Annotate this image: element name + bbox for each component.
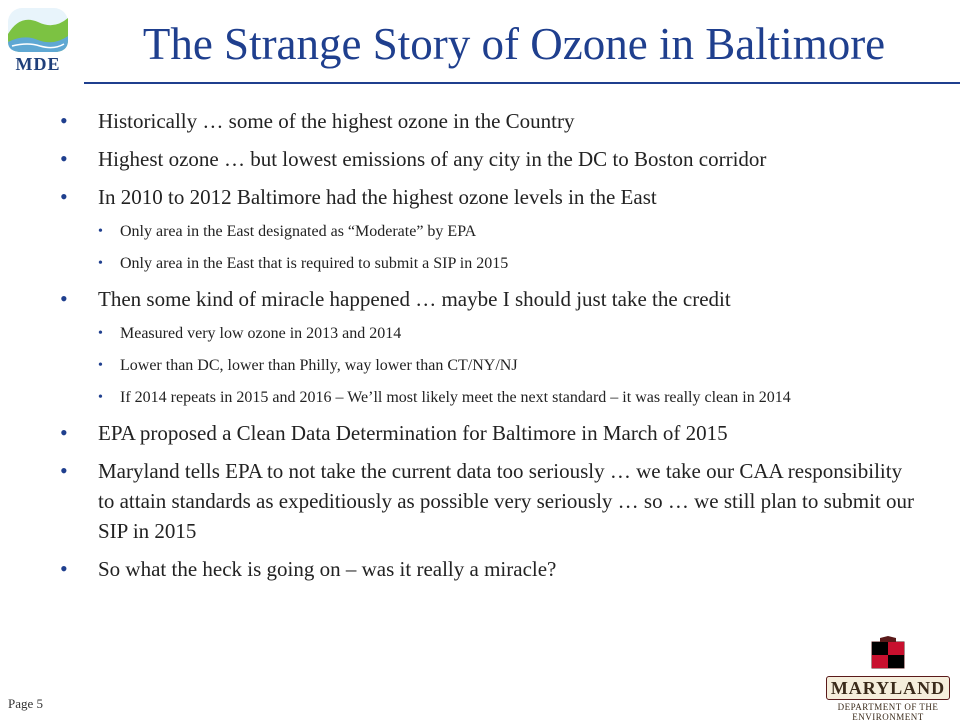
bullet-dot-icon: • [98, 326, 103, 341]
bullet-text: Only area in the East designated as “Moderate” by EPA [120, 223, 477, 240]
bullet-text: Historically … some of the highest ozone in the Country [98, 109, 575, 133]
bullet-text: In 2010 to 2012 Baltimore had the highest ozone levels in the East [98, 185, 657, 209]
bullet-item [60, 182, 920, 212]
sub-bullet-item [98, 252, 920, 276]
mde-logo [4, 4, 72, 76]
bullet-item [60, 554, 920, 584]
bullet-dot-icon: • [98, 358, 103, 373]
bullet-text: Only area in the East that is required to submit a SIP in 2015 [120, 255, 509, 272]
bullet-text: So what the heck is going on – was it really a miracle? [98, 557, 557, 581]
bullet-text: EPA proposed a Clean Data Determination for Baltimore in March of 2015 [98, 421, 728, 445]
bullet-dot-icon: • [60, 108, 68, 133]
bullet-dot-icon: • [60, 420, 68, 445]
bullet-text: Maryland tells EPA to not take the current data too seriously … we take our CAA responsibility to attain standards as expeditiously as possible very seriously … so … we still plan to submit our SIP in 2015 [98, 459, 914, 543]
sub-bullet-item [98, 220, 920, 244]
bullet-text: Measured very low ozone in 2013 and 2014 [120, 325, 402, 342]
maryland-wordmark: MARYLAND [826, 676, 950, 700]
bullet-dot-icon: • [60, 458, 68, 483]
maryland-department-label: DEPARTMENT OF THE ENVIRONMENT [837, 702, 939, 722]
title-divider [84, 82, 960, 84]
bullet-text: If 2014 repeats in 2015 and 2016 – We’ll most likely meet the next standard – it was really clean in 2014 [120, 389, 791, 406]
bullet-item [60, 456, 920, 546]
bullet-dot-icon: • [60, 146, 68, 171]
maryland-logo [826, 636, 950, 722]
sub-bullet-item [98, 354, 920, 378]
mde-logo-icon [4, 4, 72, 56]
maryland-flag-emblem-icon [870, 636, 906, 670]
bullet-item [60, 106, 920, 136]
bullet-item [60, 144, 920, 174]
sub-bullet-item [98, 322, 920, 346]
mde-logo-text: MDE [15, 54, 61, 74]
bullet-dot-icon: • [98, 390, 103, 405]
bullet-dot-icon: • [98, 256, 103, 271]
bullet-dot-icon: • [60, 286, 68, 311]
bullet-text: Lower than DC, lower than Philly, way lower than CT/NY/NJ [120, 357, 518, 374]
page-title: The Strange Story of Ozone in Baltimore [142, 19, 886, 69]
bullet-text: Highest ozone … but lowest emissions of any city in the DC to Boston corridor [98, 147, 767, 171]
sub-bullet-item [98, 386, 920, 410]
bullet-item [60, 418, 920, 448]
bullet-dot-icon: • [60, 184, 68, 209]
bullet-text: Then some kind of miracle happened … maybe I should just take the credit [98, 287, 731, 311]
bullet-dot-icon: • [60, 556, 68, 581]
bullet-item [60, 284, 920, 314]
bullet-list [60, 106, 920, 592]
bullet-dot-icon: • [98, 224, 103, 239]
page-number: Page 5 [8, 696, 44, 711]
